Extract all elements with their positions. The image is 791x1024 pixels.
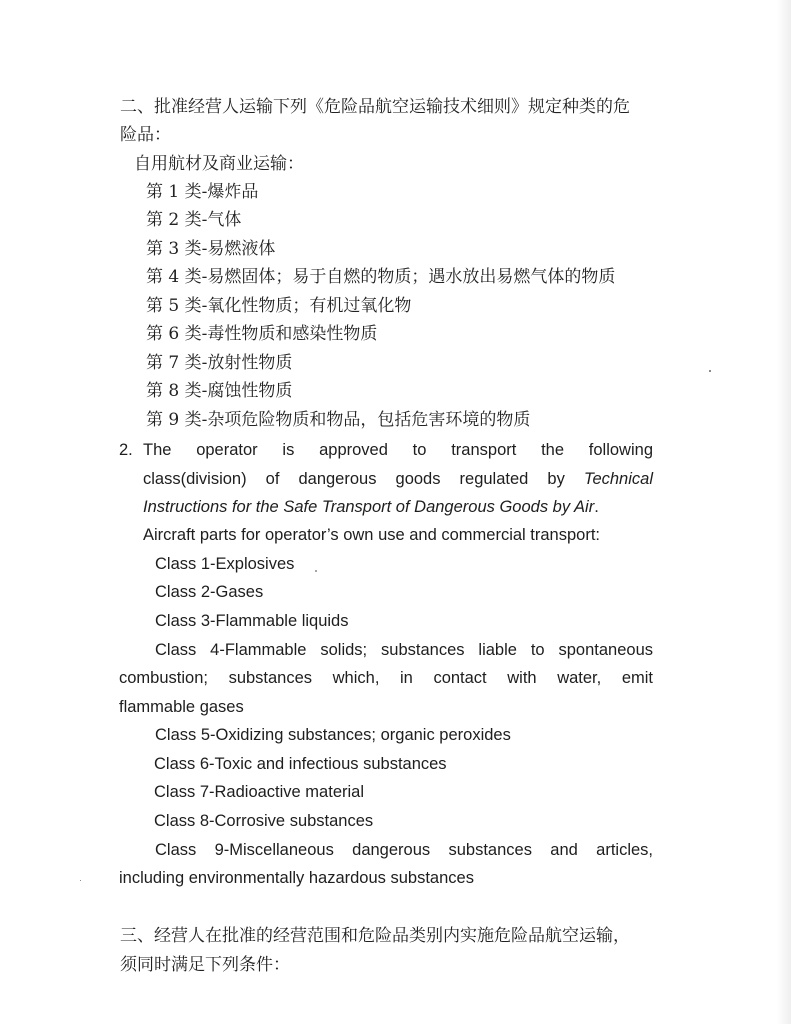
scan-speck: [709, 370, 711, 372]
en-class-item: Class 1-Explosives: [155, 555, 295, 573]
en-class-item: Class 2-Gases: [155, 583, 264, 601]
zh-class-item: 第 3 类-易燃液体: [146, 239, 276, 259]
line2-italic-title: Technical: [583, 470, 653, 488]
zh-class-item: 第 4 类-易燃固体；易于自燃的物质；遇水放出易燃气体的物质: [146, 267, 616, 287]
line2-regular-text: class(division) of dangerous goods regulated by: [143, 470, 565, 488]
section-three-heading-line1: 三、经营人在批准的经营范围和危险品类别内实施危险品航空运输，: [120, 926, 630, 946]
en-class-item: Class 3-Flammable liquids: [155, 612, 349, 630]
section-two-intro-en: Aircraft parts for operator’s own use and commercial transport:: [143, 526, 600, 544]
zh-class-item: 第 8 类-腐蚀性物质: [146, 381, 293, 401]
en-class-item: Class 7-Radioactive material: [154, 783, 364, 801]
scan-speck: [315, 570, 317, 572]
zh-class-item: 第 1 类-爆炸品: [146, 182, 259, 202]
scan-edge-shadow: [777, 0, 791, 1024]
regulation-title-italic: Instructions for the Safe Transport of Dangerous Goods by Air: [143, 498, 595, 516]
section-two-intro-zh: 自用航材及商业运输：: [134, 154, 304, 174]
en-class-item: Class 9-Miscellaneous dangerous substances and articles,: [155, 841, 653, 859]
en-class-item: Class 4-Flammable solids; substances liable to spontaneous: [155, 641, 653, 659]
en-class-item-continuation: combustion; substances which, in contact with water, emit: [119, 669, 653, 687]
en-class-item-continuation: flammable gases: [119, 698, 244, 716]
line3-period: .: [594, 498, 599, 516]
section-two-heading-line2: 险品：: [120, 125, 171, 145]
zh-class-item: 第 9 类-杂项危险物质和物品，包括危害环境的物质: [146, 410, 531, 430]
zh-class-item: 第 6 类-毒性物质和感染性物质: [146, 324, 378, 344]
zh-class-item: 第 5 类-氧化性物质；有机过氧化物: [146, 296, 412, 316]
en-class-item-continuation: including environmentally hazardous substances: [119, 869, 474, 887]
scan-speck: [80, 880, 81, 881]
en-class-item: Class 6-Toxic and infectious substances: [154, 755, 447, 773]
section-two-en-line3: [143, 493, 599, 522]
section-two-en-line1: The operator is approved to transport the following: [143, 441, 653, 459]
zh-class-item: 第 7 类-放射性物质: [146, 353, 293, 373]
en-class-item: Class 5-Oxidizing substances; organic peroxides: [155, 726, 511, 744]
section-two-en-line2: [143, 465, 653, 494]
zh-class-item: 第 2 类-气体: [146, 210, 242, 230]
section-two-heading-line1: 二、批准经营人运输下列《危险品航空运输技术细则》规定种类的危: [120, 97, 630, 117]
en-class-item: Class 8-Corrosive substances: [154, 812, 374, 830]
section-three-heading-line2: 须同时满足下列条件：: [120, 955, 290, 975]
section-two-number: 2.: [119, 441, 133, 459]
